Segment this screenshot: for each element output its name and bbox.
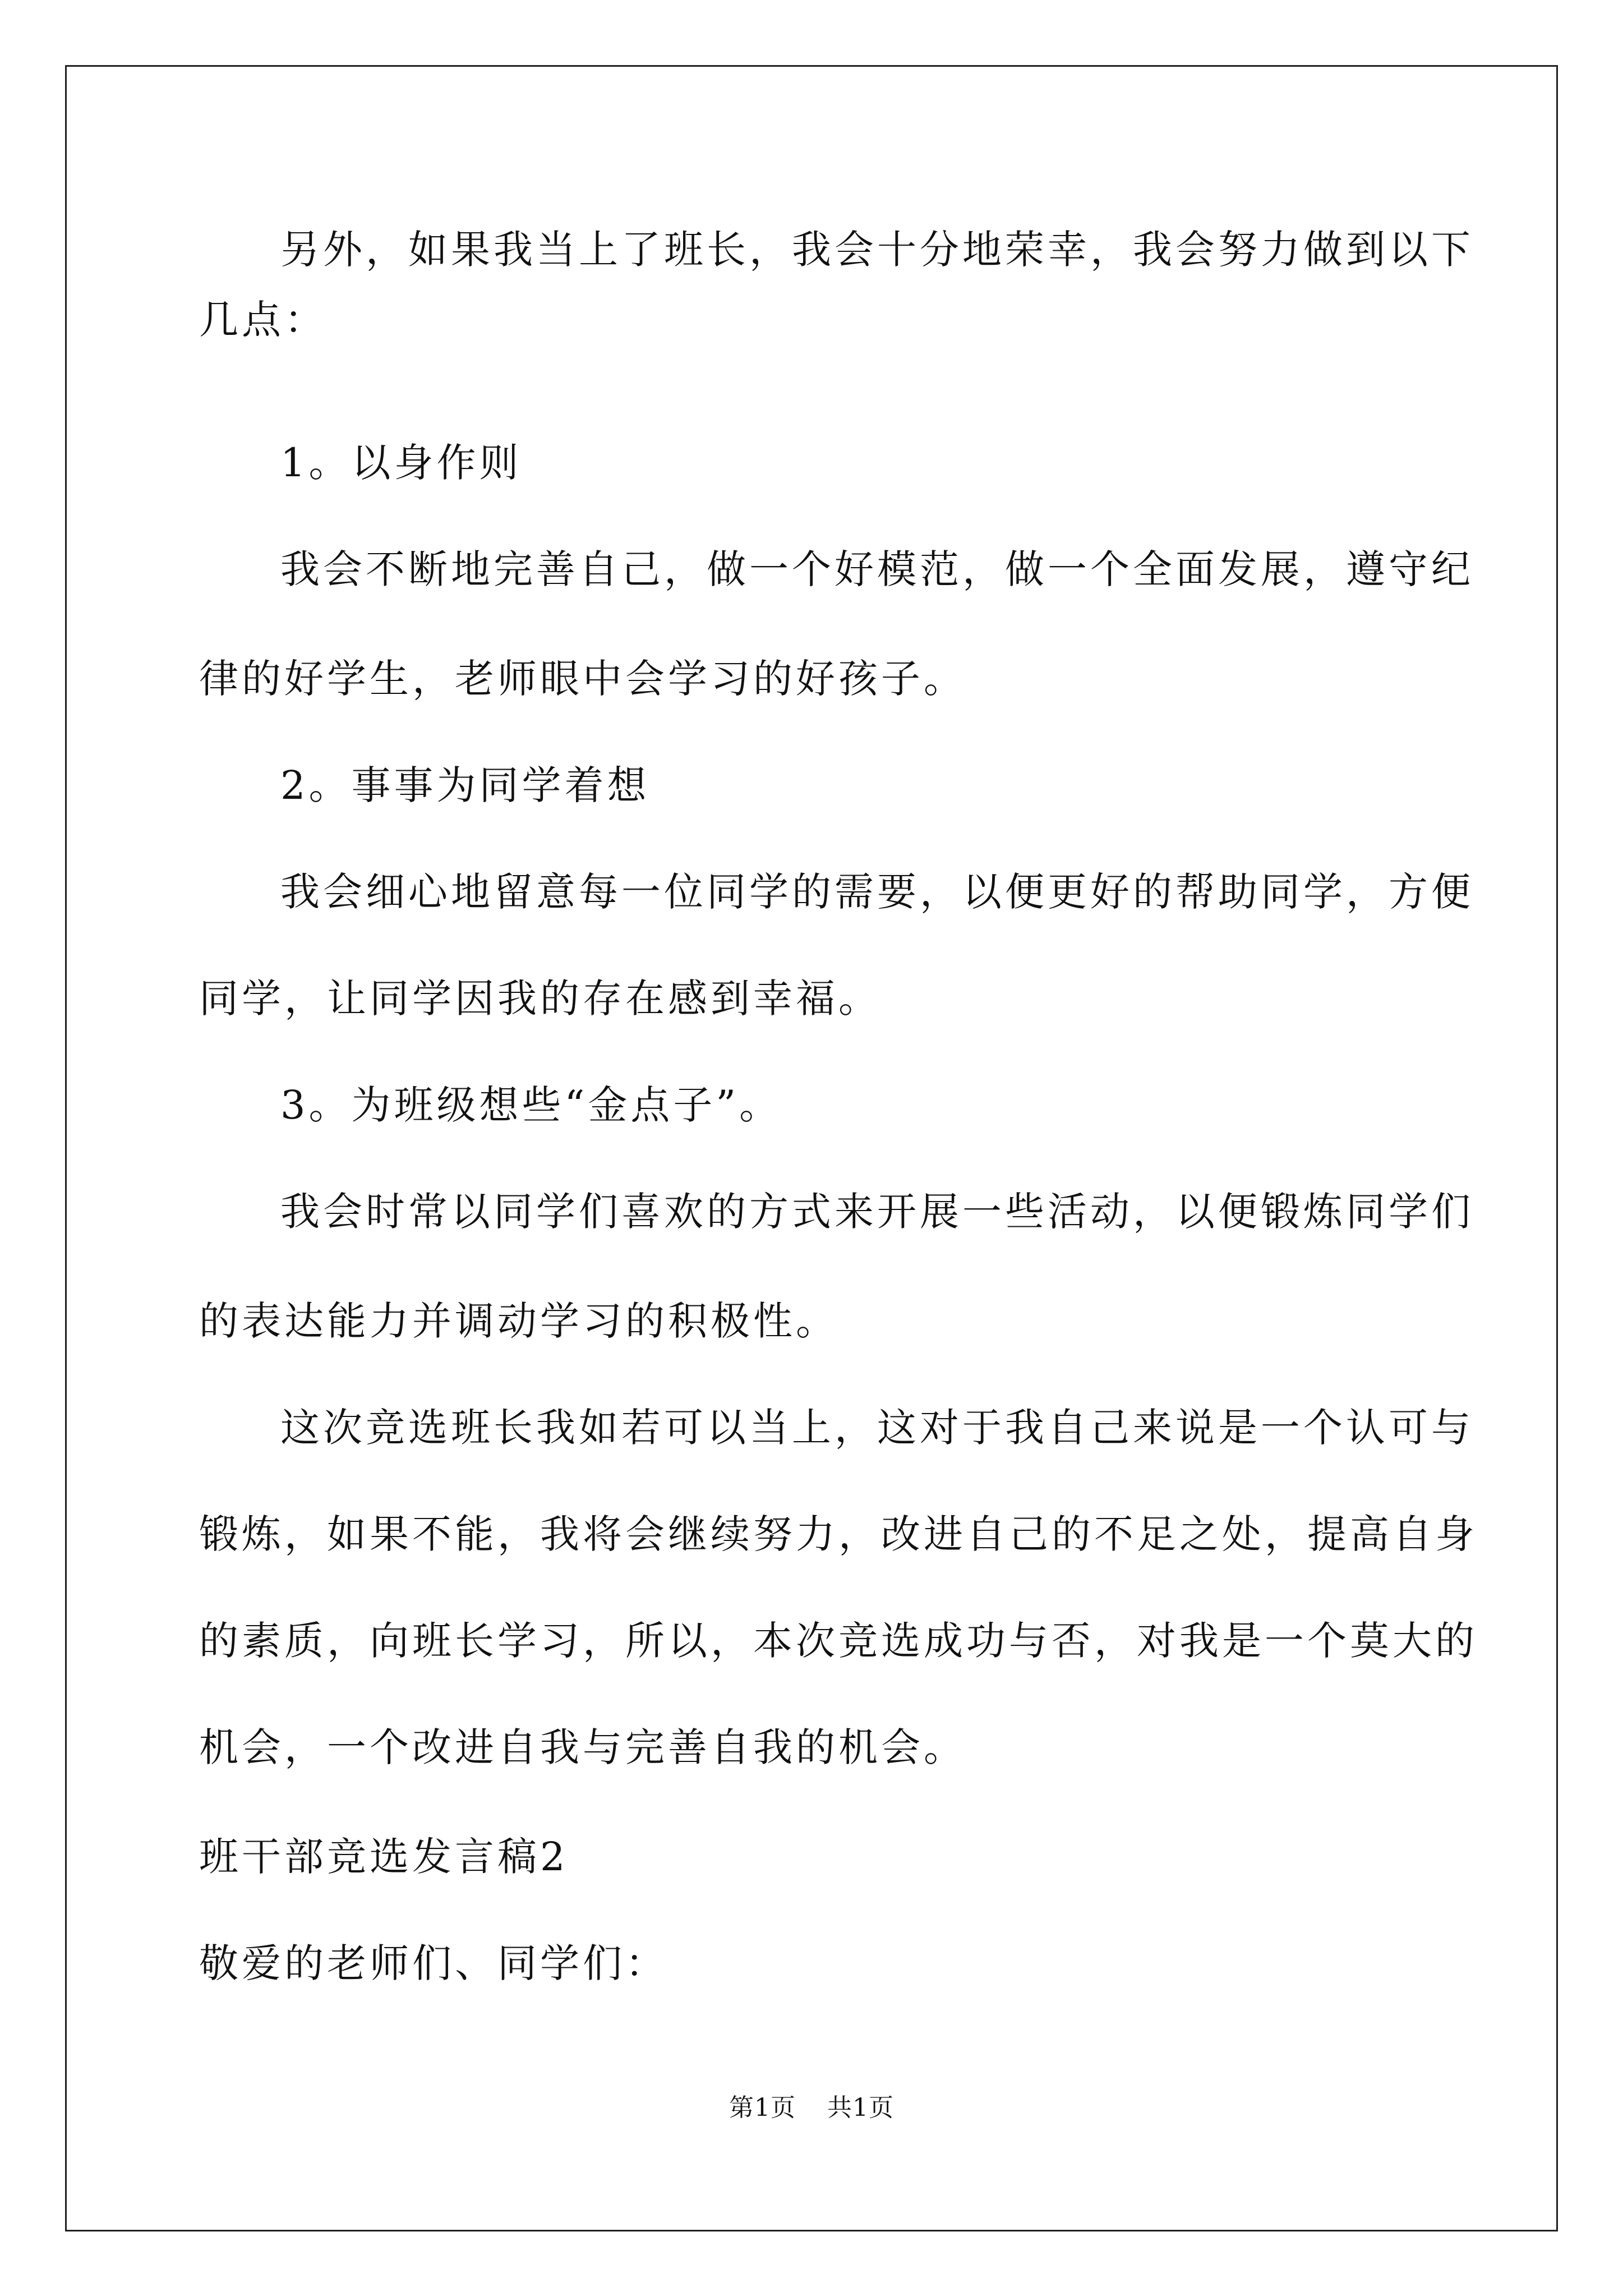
page-total: 共1页: [827, 2093, 894, 2122]
paragraph-line: 的素质，向班长学习，所以，本次竞选成功与否，对我是一个莫大的: [199, 1618, 1478, 1664]
paragraph-line: 机会，一个改进自我与完善自我的机会。: [199, 1724, 966, 1770]
list-heading: 1。以身作则: [280, 440, 522, 486]
paragraph-line: 我会时常以同学们喜欢的方式来开展一些活动，以便锻炼同学们: [280, 1189, 1474, 1235]
list-heading: 2。事事为同学着想: [280, 762, 650, 808]
paragraph-line: 另外，如果我当上了班长，我会十分地荣幸，我会努力做到以下: [280, 227, 1474, 273]
list-heading: 3。为班级想些“金点子”。: [280, 1082, 782, 1128]
paragraph-line: 锻炼，如果不能，我将会继续努力，改进自己的不足之处，提高自身: [199, 1511, 1478, 1557]
paragraph-line: 的表达能力并调动学习的积极性。: [199, 1298, 838, 1344]
paragraph-line: 几点：: [199, 297, 327, 343]
page-number: 第1页: [729, 2093, 796, 2122]
page-border: [65, 65, 1558, 2231]
paragraph-line: 我会不断地完善自己，做一个好模范，做一个全面发展，遵守纪: [280, 546, 1474, 592]
salutation: 敬爱的老师们、同学们：: [199, 1940, 668, 1986]
paragraph-line: 同学，让同学因我的存在感到幸福。: [199, 976, 881, 1022]
page-footer: [0, 2092, 1623, 2124]
section-title: 班干部竞选发言稿2: [199, 1834, 569, 1880]
paragraph-line: 这次竞选班长我如若可以当上，这对于我自己来说是一个认可与: [280, 1405, 1474, 1451]
paragraph-line: 律的好学生，老师眼中会学习的好孩子。: [199, 656, 966, 702]
paragraph-line: 我会细心地留意每一位同学的需要，以便更好的帮助同学，方便: [280, 869, 1474, 915]
